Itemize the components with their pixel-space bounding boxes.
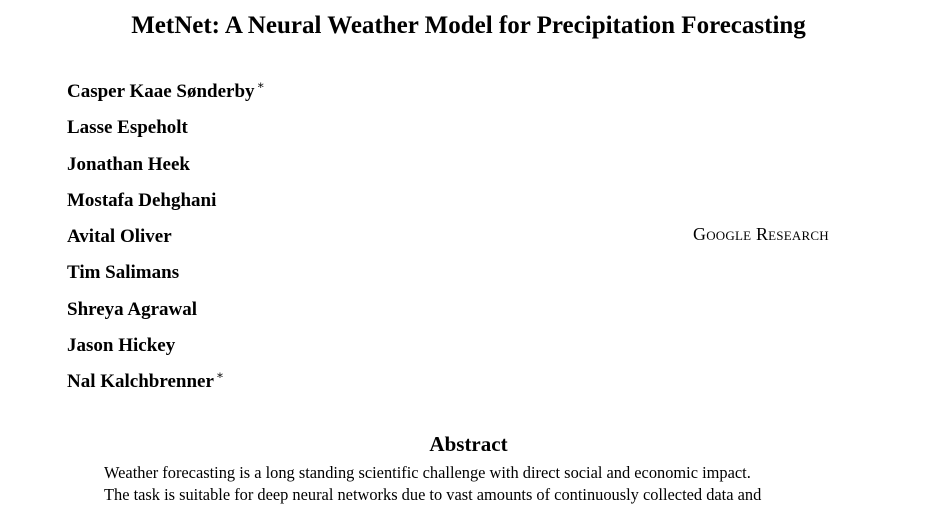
- author-name: Shreya Agrawal: [67, 298, 198, 320]
- author: [67, 147, 265, 183]
- abstract-line: Weather forecasting is a long standing scientific challenge with direct social and economic impact.: [104, 463, 751, 482]
- author: [67, 328, 265, 364]
- paper-title: MetNet: A Neural Weather Model for Precipitation Forecasting: [131, 12, 806, 39]
- author-name: Mostafa Dehghani: [67, 189, 217, 211]
- affiliation: Google Research: [693, 224, 829, 244]
- author: [67, 183, 265, 219]
- abstract-body: [104, 462, 844, 505]
- author-name: Avital Oliver: [67, 226, 172, 248]
- author-name: Jason Hickey: [67, 335, 176, 357]
- author: [67, 219, 265, 255]
- author: [67, 364, 265, 400]
- equal-contribution-mark: ∗: [256, 77, 265, 92]
- abstract-heading: Abstract: [429, 432, 508, 456]
- author-name: Lasse Espeholt: [67, 117, 188, 139]
- author: [67, 110, 265, 146]
- author: [67, 292, 265, 328]
- author-name: Nal Kalchbrenner: [67, 371, 214, 393]
- equal-contribution-mark: ∗: [215, 368, 225, 383]
- author-name: Tim Salimans: [67, 262, 180, 284]
- author: [67, 255, 265, 291]
- author-name: Casper Kaae Sønderby: [67, 81, 255, 102]
- author-list: [67, 74, 265, 401]
- abstract-line: The task is suitable for deep neural networks due to vast amounts of continuously collected data and: [104, 484, 762, 504]
- author: [67, 74, 265, 110]
- author-name: Jonathan Heek: [67, 153, 190, 175]
